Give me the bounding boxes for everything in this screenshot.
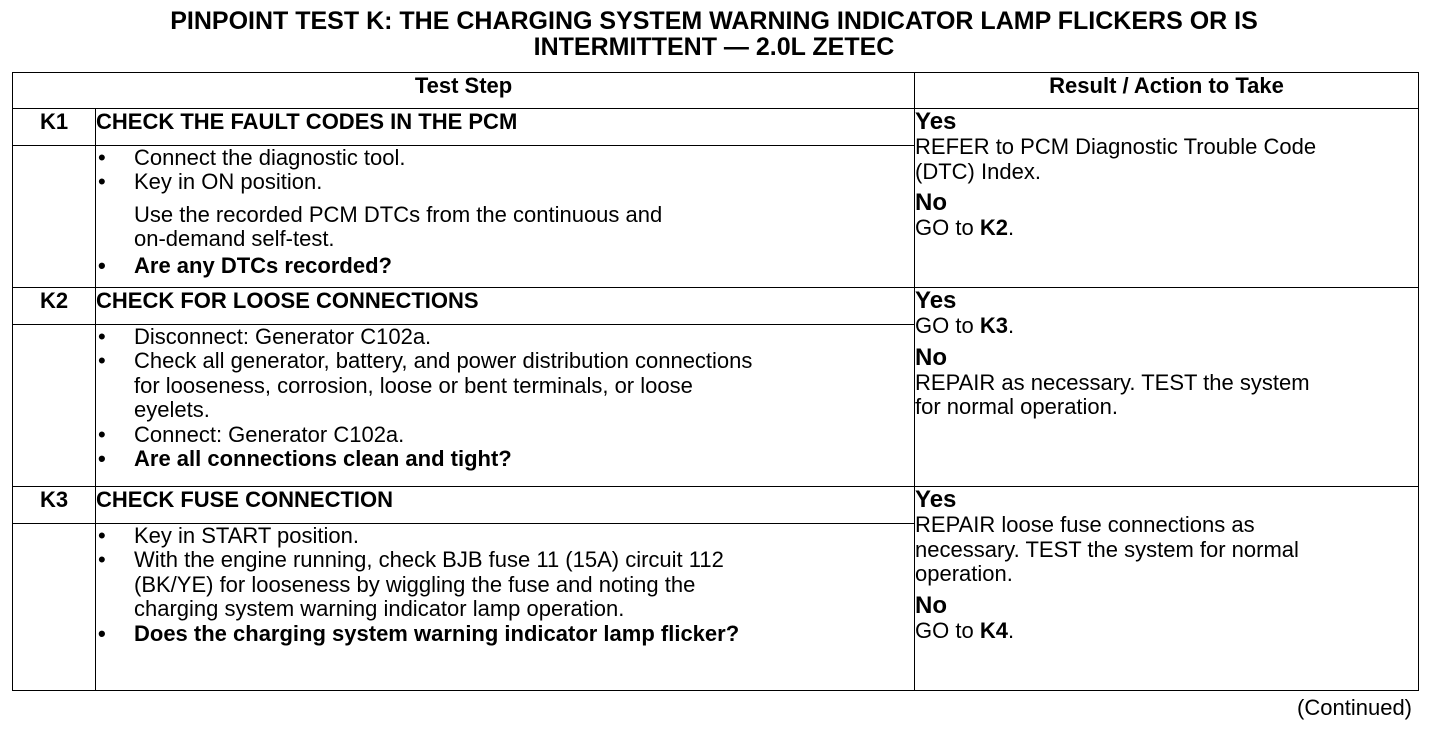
step-reference: K2 — [979, 215, 1008, 240]
action-text: GO to — [915, 617, 974, 643]
step-k2-body — [96, 324, 915, 486]
yes-action-line: (DTC) Index. — [915, 158, 1041, 184]
header-test-step: Test Step — [13, 73, 915, 109]
header-result-action: Result / Action to Take — [915, 73, 1419, 109]
title-line-1: PINPOINT TEST K: THE CHARGING SYSTEM WARNING INDICATOR LAMP FLICKERS OR IS — [170, 7, 1258, 35]
list-item: • Disconnect: Generator C102a. — [96, 325, 914, 350]
note-line: on-demand self-test. — [134, 226, 335, 252]
instruction-list — [96, 325, 914, 472]
pinpoint-test-table — [12, 72, 1419, 691]
yes-action-line: REPAIR loose fuse connections as — [915, 512, 1255, 537]
list-item-line: for looseness, corrosion, loose or bent terminals, or loose — [134, 372, 693, 398]
action-text: GO to — [915, 313, 974, 338]
instruction-list — [96, 524, 914, 647]
step-k1-title-row — [13, 109, 1419, 146]
table-header-row — [13, 73, 1419, 109]
no-action-line: for normal operation. — [915, 394, 1119, 419]
yes-label: Yes — [915, 108, 957, 135]
step-k3-result — [915, 487, 1419, 691]
no-label: No — [915, 189, 948, 216]
note-line: Use the recorded PCM DTCs from the continuous and — [134, 201, 663, 227]
step-reference: K3 — [979, 313, 1008, 338]
list-item: • Connect: Generator C102a. — [96, 423, 914, 448]
no-label: No — [915, 343, 948, 371]
question-list — [96, 254, 914, 279]
no-action — [915, 619, 1418, 644]
step-question: • Does the charging system warning indicator lamp flicker? — [96, 622, 914, 647]
step-id-spacer — [13, 523, 96, 690]
no-label: No — [915, 591, 948, 619]
punctuation: . — [1007, 617, 1015, 643]
step-k2-title-row — [13, 288, 1419, 325]
step-id: K3 — [13, 487, 96, 524]
no-action-line: REPAIR as necessary. TEST the system — [915, 369, 1310, 395]
punctuation: . — [1007, 313, 1015, 338]
step-k1-body — [96, 145, 915, 287]
list-item: • Connect the diagnostic tool. — [96, 146, 914, 171]
step-k2-result — [915, 288, 1419, 487]
step-title: CHECK FOR LOOSE CONNECTIONS — [96, 288, 915, 325]
list-item — [96, 349, 914, 423]
continued-label: (Continued) — [1297, 695, 1412, 720]
instruction-list — [96, 146, 914, 195]
step-k3-body — [96, 523, 915, 690]
list-item-line: • Check all generator, battery, and power distribution connections — [134, 348, 753, 374]
step-id-spacer — [13, 324, 96, 486]
step-id: K2 — [13, 288, 96, 325]
list-item: • Key in ON position. — [96, 170, 914, 195]
result-yes — [915, 288, 1418, 339]
step-k3-title-row — [13, 487, 1419, 524]
step-question: • Are any DTCs recorded? — [96, 254, 914, 279]
list-item-line: charging system warning indicator lamp operation. — [134, 596, 625, 622]
step-title: CHECK THE FAULT CODES IN THE PCM — [96, 109, 915, 146]
step-k1-result — [915, 109, 1419, 288]
list-item: • Key in START position. — [96, 524, 914, 549]
result-no — [915, 190, 1418, 241]
yes-action — [915, 314, 1418, 339]
list-item — [96, 548, 914, 622]
title-line-2: INTERMITTENT — 2.0L ZETEC — [533, 33, 895, 61]
yes-label: Yes — [915, 287, 957, 314]
yes-action-line: REFER to PCM Diagnostic Trouble Code — [915, 134, 1317, 159]
step-id: K1 — [13, 109, 96, 146]
step-question: • Are all connections clean and tight? — [96, 447, 914, 472]
result-yes — [915, 487, 1418, 587]
step-reference: K4 — [979, 617, 1008, 643]
step-title: CHECK FUSE CONNECTION — [96, 487, 915, 524]
yes-action-line: necessary. TEST the system for normal — [915, 536, 1299, 562]
step-note — [96, 203, 914, 252]
list-item-line: eyelets. — [134, 397, 210, 423]
punctuation: . — [1007, 215, 1015, 240]
list-item-line: (BK/YE) for looseness by wiggling the fuse and noting the — [134, 571, 696, 597]
list-item-line: • With the engine running, check BJB fuse 11 (15A) circuit 112 — [134, 547, 724, 573]
yes-label: Yes — [915, 486, 957, 513]
result-yes — [915, 109, 1418, 184]
yes-action-line: operation. — [915, 561, 1013, 586]
action-text: GO to — [915, 215, 974, 240]
step-id-spacer — [13, 145, 96, 287]
result-no — [915, 345, 1418, 420]
result-no — [915, 593, 1418, 644]
no-action — [915, 216, 1418, 241]
page-title — [0, 8, 1428, 60]
